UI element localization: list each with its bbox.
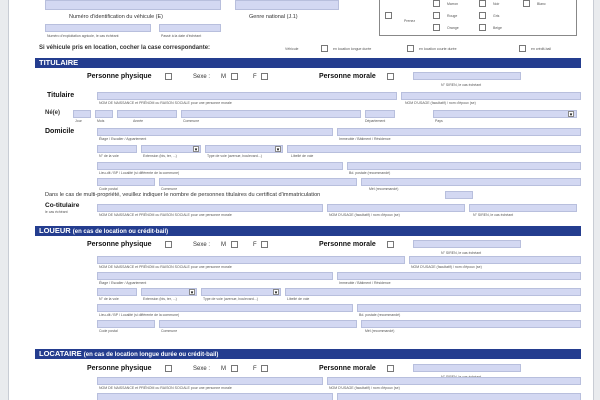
rental-check-courte[interactable]	[407, 45, 414, 52]
tit-personne-physique-check[interactable]	[165, 73, 172, 80]
color-check-blanc-left[interactable]	[385, 12, 392, 19]
tit-caption-mois: Mois	[97, 119, 105, 123]
lou-m-check[interactable]	[231, 241, 238, 248]
loc-usage-caption: NOM D'USAGE (facultatif) / nom d'époux (se)	[329, 386, 400, 390]
tit-addr-postal[interactable]	[97, 178, 155, 186]
rental-option-creditbail: en crédit-bail	[531, 47, 552, 51]
loc-name-field[interactable]	[97, 377, 323, 385]
tit-m-check[interactable]	[231, 73, 238, 80]
color-check-orange[interactable]	[433, 24, 440, 31]
color-check-marron[interactable]	[433, 0, 440, 7]
lou-addr-caption6: Libellé de voie	[287, 297, 310, 301]
loc-m-label: M	[221, 366, 226, 372]
tit-country-dropdown-icon[interactable]: ▾	[569, 112, 573, 118]
national-type-label: Genre national (J.1)	[249, 14, 298, 20]
tit-addr-number[interactable]	[97, 145, 137, 153]
loc-personne-physique-check[interactable]	[165, 365, 172, 372]
lou-ext-dropdown-icon[interactable]: ▾	[190, 290, 194, 296]
rental-question: Si véhicule pris en location, cocher la case correspondante:	[39, 45, 211, 51]
vehicle-id-label: Numéro d'identification du véhicule (E)	[69, 14, 163, 20]
lou-usage-field[interactable]	[409, 256, 581, 264]
rental-option-longue: en location longue durée	[333, 47, 372, 51]
lou-f-label: F	[253, 242, 257, 248]
lou-personne-morale-check[interactable]	[387, 241, 394, 248]
tit-cot-name-caption: NOM DE NAISSANCE et PRÉNOM ou RAISON SOCIALE pour une personne morale	[99, 213, 232, 217]
tit-birth-commune[interactable]	[181, 110, 361, 118]
section-header-loueur	[35, 226, 581, 236]
tit-addr-caption9: Code postal	[99, 187, 118, 191]
lou-addr-number[interactable]	[97, 288, 137, 296]
tit-addr-building[interactable]	[337, 128, 581, 136]
rental-check-creditbail[interactable]	[519, 45, 526, 52]
rental-check-longue[interactable]	[321, 45, 328, 52]
tit-ne-label: Né(e)	[45, 110, 61, 116]
color-label-rouge: Rouge	[447, 14, 458, 18]
lou-addr-email[interactable]	[361, 320, 581, 328]
loc-f-label: F	[253, 366, 257, 372]
lou-addr-commune[interactable]	[159, 320, 357, 328]
lou-addr-caption7: Lieu-dit / BP / Localité (si différente de la commune)	[99, 313, 180, 317]
lou-name-field[interactable]	[97, 256, 405, 264]
lou-f-check[interactable]	[261, 241, 268, 248]
form-page	[8, 0, 594, 400]
lou-addr-building[interactable]	[337, 272, 581, 280]
color-check-beige[interactable]	[479, 24, 486, 31]
tit-addr-caption8: Bd. postale (recommandé)	[349, 171, 391, 175]
rental-option-vehicule: Véhicule	[285, 47, 299, 51]
locataire-title: LOCATAIRE	[39, 349, 82, 358]
tit-usage-caption: NOM D'USAGE (facultatif) / nom d'époux (se)	[405, 101, 476, 105]
tit-addr-extension[interactable]	[141, 145, 201, 153]
lou-addr-floor[interactable]	[97, 272, 333, 280]
color-label-left: Prenez	[404, 19, 416, 23]
tit-cotitulaire-label: Co-titulaire	[45, 202, 80, 209]
color-check-blanc[interactable]	[523, 0, 530, 7]
titulaire-title: TITULAIRE	[39, 58, 79, 67]
lou-name-caption: NOM DE NAISSANCE et PRÉNOM ou RAISON SOCIALE pour une personne morale	[99, 265, 232, 269]
tit-titulaire-label: Titulaire	[47, 92, 75, 99]
tit-usage-field[interactable]	[401, 92, 581, 100]
color-check-noir[interactable]	[479, 0, 486, 7]
tit-addr-caption3: N° de la voie	[99, 154, 119, 158]
tit-addr-lieudit[interactable]	[97, 162, 343, 170]
tit-sexe-label: Sexe :	[193, 74, 211, 80]
tit-addr-floor[interactable]	[97, 128, 333, 136]
lou-usage-caption: NOM D'USAGE (facultatif) / nom d'époux (se)	[411, 265, 482, 269]
lou-addr-caption1: Étage / Escalier / Appartement	[99, 281, 147, 285]
tit-cot-siren-field[interactable]	[469, 204, 577, 212]
tit-siren-caption: N° SIREN, le cas échéant	[441, 83, 482, 87]
tit-addr-bp[interactable]	[347, 162, 581, 170]
tit-addr-caption10: Commune	[161, 187, 178, 191]
agri-label: Numéro d'exploitation agricole, le cas échéant	[47, 34, 119, 38]
tit-birth-country[interactable]	[433, 110, 577, 118]
tit-addr-email[interactable]	[361, 178, 581, 186]
lou-addr-caption2: Immeuble / Bâtiment / Résidence	[339, 281, 391, 285]
section-header-locataire	[35, 349, 581, 359]
lou-personne-physique-check[interactable]	[165, 241, 172, 248]
tit-caption-pays: Pays	[435, 119, 443, 123]
tit-birth-dept[interactable]	[365, 110, 395, 118]
color-label-gris: Gris	[493, 14, 500, 18]
tit-addr-caption2: Immeuble / Bâtiment / Résidence	[339, 137, 391, 141]
tax-label: Passé à la date d'échéant	[161, 34, 202, 38]
lou-addr-type[interactable]	[201, 288, 281, 296]
lou-addr-caption5: Type de voie (avenue, boulevard...)	[203, 297, 258, 301]
tit-personne-physique-label: Personne physique	[87, 73, 152, 80]
tit-addr-caption4: Extension (bis, ter, ...)	[143, 154, 177, 158]
tit-addr-caption1: Étage / Escalier / Appartement	[99, 137, 147, 141]
tit-multi-owner-count[interactable]	[445, 191, 473, 199]
tit-domicile-label: Domicile	[45, 128, 75, 135]
tit-name-field[interactable]	[97, 92, 397, 100]
tit-addr-type[interactable]	[205, 145, 283, 153]
loc-sexe-label: Sexe :	[193, 366, 211, 372]
tit-f-label: F	[253, 74, 257, 80]
color-label-marron: Marron	[447, 2, 459, 6]
tit-siren-field[interactable]	[413, 72, 521, 80]
loc-addr-building[interactable]	[337, 393, 581, 400]
loc-personne-morale-label: Personne morale	[319, 365, 376, 372]
tit-cotitulaire-sub: le cas échéant	[45, 210, 68, 214]
loc-name-caption: NOM DE NAISSANCE et PRÉNOM ou RAISON SOCIALE pour une personne morale	[99, 386, 232, 390]
locataire-subtitle: (en cas de location longue durée ou crédit-bail)	[83, 352, 219, 358]
tit-cot-usage-field[interactable]	[327, 204, 465, 212]
tit-birth-month[interactable]	[95, 110, 113, 118]
loc-personne-physique-label: Personne physique	[87, 365, 152, 372]
tit-birth-day[interactable]	[73, 110, 91, 118]
lou-addr-caption10: Commune	[161, 329, 178, 333]
agri-field[interactable]	[45, 24, 151, 32]
color-label-blanc: Blanc	[537, 2, 546, 6]
tax-field[interactable]	[159, 24, 221, 32]
loc-personne-morale-check[interactable]	[387, 365, 394, 372]
loueur-title: LOUEUR	[39, 226, 71, 235]
color-check-rouge[interactable]	[433, 12, 440, 19]
tit-caption-departement: Département	[365, 119, 386, 123]
section-header-titulaire	[35, 58, 581, 68]
tit-addr-commune[interactable]	[159, 178, 357, 186]
lou-personne-morale-label: Personne morale	[319, 241, 376, 248]
color-label-noir: Noir	[493, 2, 500, 6]
tit-addr-caption5: Type de voie (avenue, boulevard...)	[207, 154, 262, 158]
tit-cot-usage-caption: NOM D'USAGE (facultatif) / nom d'époux (se)	[329, 213, 400, 217]
lou-addr-caption11: Mél (recommandé)	[365, 329, 395, 333]
loueur-subtitle: (en cas de location ou crédit-bail)	[72, 229, 169, 235]
tit-multi-owner-text: Dans le cas de multi-propriété, veuillez indiquer le nombre de personnes titulaires du certificat d'immatriculation	[45, 192, 321, 198]
tit-personne-morale-check[interactable]	[387, 73, 394, 80]
tit-cot-name-field[interactable]	[97, 204, 323, 212]
tit-addr-caption11: Mél (recommandé)	[369, 187, 399, 191]
tit-f-check[interactable]	[261, 73, 268, 80]
tit-cot-siren-caption: N° SIREN, le cas échéant	[473, 213, 514, 217]
lou-addr-lieudit[interactable]	[97, 304, 353, 312]
tit-caption-jour: Jour	[75, 119, 82, 123]
color-label-beige: Beige	[493, 26, 502, 30]
loc-siren-field[interactable]	[413, 364, 521, 372]
lou-siren-field[interactable]	[413, 240, 521, 248]
rental-option-courte: en location courte durée	[419, 47, 457, 51]
loc-addr-floor[interactable]	[97, 393, 333, 400]
tit-m-label: M	[221, 74, 226, 80]
tit-ext-dropdown-icon[interactable]: ▾	[194, 147, 198, 153]
color-box	[379, 0, 577, 36]
tit-addr-caption7: Lieu-dit / BP / Localité (si différente de la commune)	[99, 171, 180, 175]
lou-type-dropdown-icon[interactable]: ▾	[274, 290, 278, 296]
tit-name-caption: NOM DE NAISSANCE et PRÉNOM ou RAISON SOCIALE pour une personne morale	[99, 101, 232, 105]
tit-birth-year[interactable]	[117, 110, 177, 118]
tit-addr-caption6: Libellé de voie	[291, 154, 314, 158]
lou-addr-postal[interactable]	[97, 320, 155, 328]
lou-addr-caption4: Extension (bis, ter, ...)	[143, 297, 177, 301]
lou-addr-caption9: Code postal	[99, 329, 118, 333]
loc-m-check[interactable]	[231, 365, 238, 372]
color-check-gris[interactable]	[479, 12, 486, 19]
lou-sexe-label: Sexe :	[193, 242, 211, 248]
lou-addr-street[interactable]	[285, 288, 581, 296]
lou-m-label: M	[221, 242, 226, 248]
tit-caption-annee: Année	[133, 119, 144, 123]
color-label-orange: Orange	[447, 26, 459, 30]
lou-addr-bp[interactable]	[357, 304, 581, 312]
loc-usage-field[interactable]	[327, 377, 581, 385]
loc-f-check[interactable]	[261, 365, 268, 372]
lou-addr-caption3: N° de la voie	[99, 297, 119, 301]
lou-addr-caption8: Bd. postale (recommandé)	[359, 313, 401, 317]
tit-addr-street[interactable]	[287, 145, 581, 153]
lou-siren-caption: N° SIREN, le cas échéant	[441, 251, 482, 255]
tit-type-dropdown-icon[interactable]: ▾	[276, 147, 280, 153]
lou-personne-physique-label: Personne physique	[87, 241, 152, 248]
tit-personne-morale-label: Personne morale	[319, 73, 376, 80]
vehicle-id-field[interactable]	[45, 0, 221, 10]
tit-caption-commune: Commune	[183, 119, 200, 123]
national-type-field[interactable]	[235, 0, 339, 10]
